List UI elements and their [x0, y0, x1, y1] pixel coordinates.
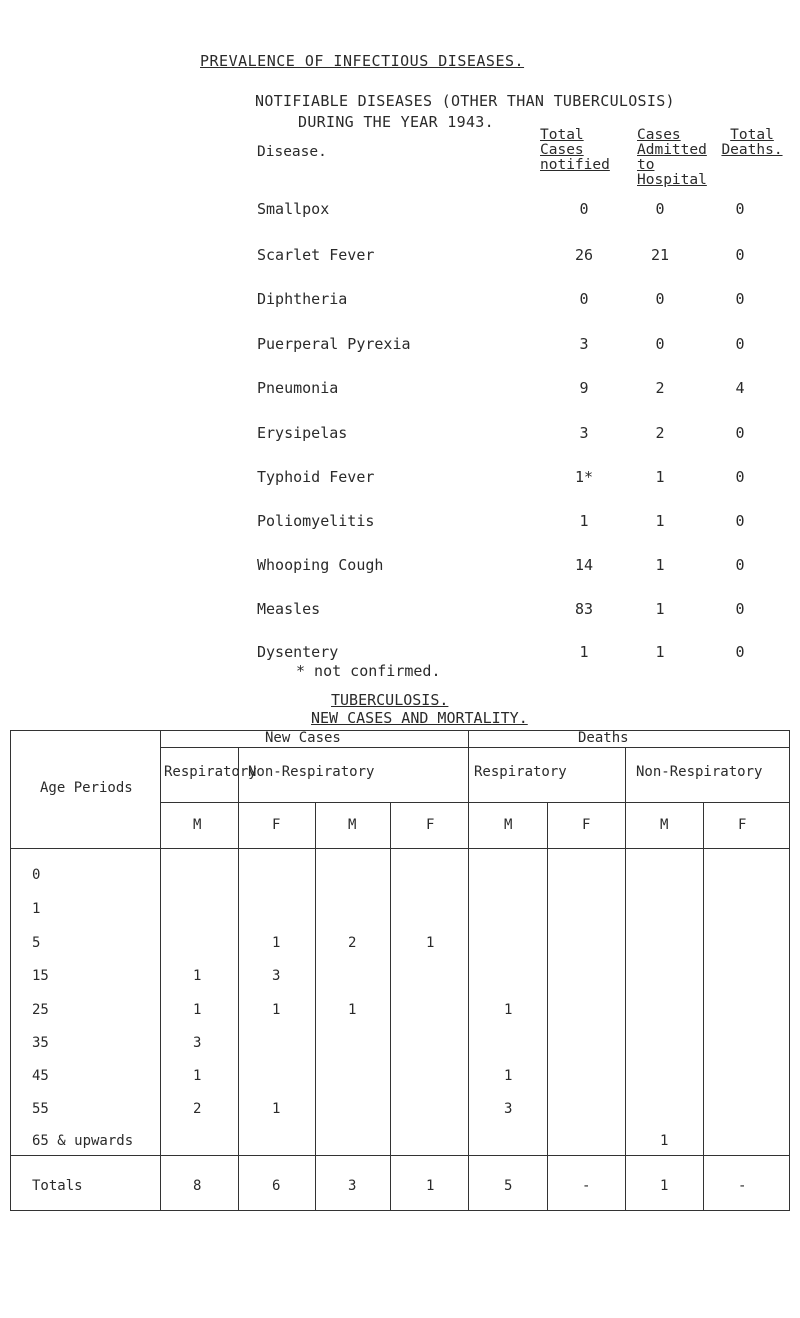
- cases-notified: 0: [579, 200, 589, 218]
- disease-name: Poliomyelitis: [257, 512, 375, 530]
- deaths: 0: [735, 600, 745, 618]
- header-disease: Disease.: [257, 144, 327, 160]
- disease-name: Measles: [257, 600, 321, 618]
- table-rule: [10, 730, 11, 1210]
- table-rule: [703, 802, 704, 1210]
- cases-notified: 0: [579, 290, 589, 308]
- cases-hospital: 21: [650, 246, 670, 264]
- table-rule: [390, 802, 391, 1210]
- value-cell: 3: [504, 1101, 513, 1117]
- deaths: 4: [735, 379, 745, 397]
- disease-row: [0, 335, 800, 359]
- table-rule: [160, 802, 790, 803]
- total-cell: 5: [504, 1178, 513, 1194]
- header-deaths-text: Total Deaths.: [721, 127, 783, 158]
- age-label: 25: [32, 1002, 49, 1018]
- cases-notified: 83: [574, 600, 594, 618]
- cases-notified: 3: [579, 424, 589, 442]
- deaths: 0: [735, 290, 745, 308]
- value-cell: 1: [272, 935, 281, 951]
- cases-hospital: 1: [655, 556, 665, 574]
- table-rule: [10, 848, 790, 849]
- table-rule: [547, 802, 548, 1210]
- disease-name: Typhoid Fever: [257, 468, 375, 486]
- cases-notified: 1: [579, 643, 589, 661]
- header-f: F: [426, 817, 435, 833]
- value-cell: 1: [193, 1002, 202, 1018]
- age-label: 1: [32, 901, 41, 917]
- deaths: 0: [735, 246, 745, 264]
- cases-hospital: 1: [655, 468, 665, 486]
- disease-row: [0, 379, 800, 403]
- deaths: 0: [735, 468, 745, 486]
- disease-row: [0, 200, 800, 224]
- header-hospital-text: Cases Admitted to Hospital: [637, 127, 707, 188]
- disease-name: Scarlet Fever: [257, 246, 375, 264]
- disease-name: Whooping Cough: [257, 556, 384, 574]
- table-rule: [625, 747, 626, 1210]
- header-f: F: [272, 817, 281, 833]
- value-cell: 1: [504, 1068, 513, 1084]
- disease-row: [0, 290, 800, 314]
- cases-hospital: 0: [655, 200, 665, 218]
- header-deaths: [716, 128, 788, 158]
- total-cell: 3: [348, 1178, 357, 1194]
- disease-row: [0, 468, 800, 492]
- document-title: PREVALENCE OF INFECTIOUS DISEASES.: [200, 52, 525, 70]
- table-rule: [160, 730, 161, 1210]
- deaths: 0: [735, 556, 745, 574]
- table-rule: [10, 1155, 790, 1156]
- disease-row: [0, 556, 800, 580]
- deaths: 0: [735, 200, 745, 218]
- age-label: 65 & upwards: [32, 1133, 134, 1149]
- disease-name: Pneumonia: [257, 379, 339, 397]
- header-new-cases: New Cases: [265, 730, 341, 746]
- header-f: F: [738, 817, 747, 833]
- disease-name: Dysentery: [257, 643, 339, 661]
- tuberculosis-table: [10, 730, 800, 1318]
- value-cell: 3: [272, 968, 281, 984]
- table-rule: [315, 802, 316, 1210]
- age-label: 0: [32, 867, 41, 883]
- header-age-periods: Age Periods: [40, 780, 133, 796]
- disease-row: [0, 424, 800, 448]
- age-label: 35: [32, 1035, 49, 1051]
- cases-notified: 1: [579, 512, 589, 530]
- cases-hospital: 2: [655, 379, 665, 397]
- table-rule: [160, 747, 790, 748]
- cases-hospital: 1: [655, 643, 665, 661]
- footnote: * not confirmed.: [296, 662, 441, 680]
- header-m: M: [504, 817, 513, 833]
- disease-name: Erysipelas: [257, 424, 348, 442]
- value-cell: 1: [193, 1068, 202, 1084]
- cases-notified: 1*: [574, 468, 594, 486]
- table-rule: [10, 1210, 790, 1211]
- total-cell: 8: [193, 1178, 202, 1194]
- disease-row: [0, 600, 800, 624]
- cases-notified: 14: [574, 556, 594, 574]
- disease-name: Puerperal Pyrexia: [257, 335, 411, 353]
- deaths: 0: [735, 512, 745, 530]
- value-cell: 1: [348, 1002, 357, 1018]
- cases-hospital: 0: [655, 290, 665, 308]
- total-cell: 6: [272, 1178, 281, 1194]
- table-rule: [10, 730, 790, 731]
- tuberculosis-title: TUBERCULOSIS.: [331, 691, 449, 709]
- header-deaths-group: Deaths: [578, 730, 629, 746]
- subtitle-line-2: DURING THE YEAR 1943.: [298, 113, 494, 131]
- header-total-cases-text: Total Cases notified: [540, 127, 610, 173]
- deaths: 0: [735, 643, 745, 661]
- cases-hospital: 0: [655, 335, 665, 353]
- value-cell: 1: [660, 1133, 669, 1149]
- value-cell: 1: [272, 1101, 281, 1117]
- cases-hospital: 2: [655, 424, 665, 442]
- header-m: M: [193, 817, 202, 833]
- deaths: 0: [735, 335, 745, 353]
- total-cell: 1: [660, 1178, 669, 1194]
- total-cell: 1: [426, 1178, 435, 1194]
- age-label: 55: [32, 1101, 49, 1117]
- subtitle-line-1: NOTIFIABLE DISEASES (OTHER THAN TUBERCULOSIS): [255, 92, 675, 110]
- value-cell: 2: [348, 935, 357, 951]
- cases-notified: 9: [579, 379, 589, 397]
- cases-hospital: 1: [655, 600, 665, 618]
- value-cell: 1: [193, 968, 202, 984]
- header-total-cases: [540, 128, 636, 173]
- cases-notified: 26: [574, 246, 594, 264]
- value-cell: 2: [193, 1101, 202, 1117]
- document-subtitle: [255, 91, 675, 133]
- value-cell: 1: [272, 1002, 281, 1018]
- header-new-respiratory: Respiratory: [164, 764, 257, 780]
- cases-notified: 3: [579, 335, 589, 353]
- total-cell: -: [582, 1178, 591, 1194]
- header-deaths-respiratory: Respiratory: [474, 764, 567, 780]
- disease-name: Smallpox: [257, 200, 330, 218]
- disease-row: [0, 512, 800, 536]
- table-rule: [789, 730, 790, 1210]
- table-rule: [238, 747, 239, 1210]
- value-cell: 1: [504, 1002, 513, 1018]
- table-rule: [468, 730, 469, 1210]
- total-cell: -: [738, 1178, 747, 1194]
- disease-name: Diphtheria: [257, 290, 348, 308]
- value-cell: 1: [426, 935, 435, 951]
- totals-label: Totals: [32, 1178, 83, 1194]
- age-label: 5: [32, 935, 41, 951]
- header-f: F: [582, 817, 591, 833]
- age-label: 45: [32, 1068, 49, 1084]
- cases-hospital: 1: [655, 512, 665, 530]
- deaths: 0: [735, 424, 745, 442]
- disease-row: [0, 246, 800, 270]
- header-deaths-non-respiratory: Non-Respiratory: [636, 764, 763, 780]
- header-new-non-respiratory: Non-Respiratory: [248, 764, 375, 780]
- tuberculosis-subtitle: NEW CASES AND MORTALITY.: [311, 709, 528, 727]
- header-hospital: [637, 128, 727, 188]
- age-label: 15: [32, 968, 49, 984]
- value-cell: 3: [193, 1035, 202, 1051]
- header-m: M: [348, 817, 357, 833]
- header-m: M: [660, 817, 669, 833]
